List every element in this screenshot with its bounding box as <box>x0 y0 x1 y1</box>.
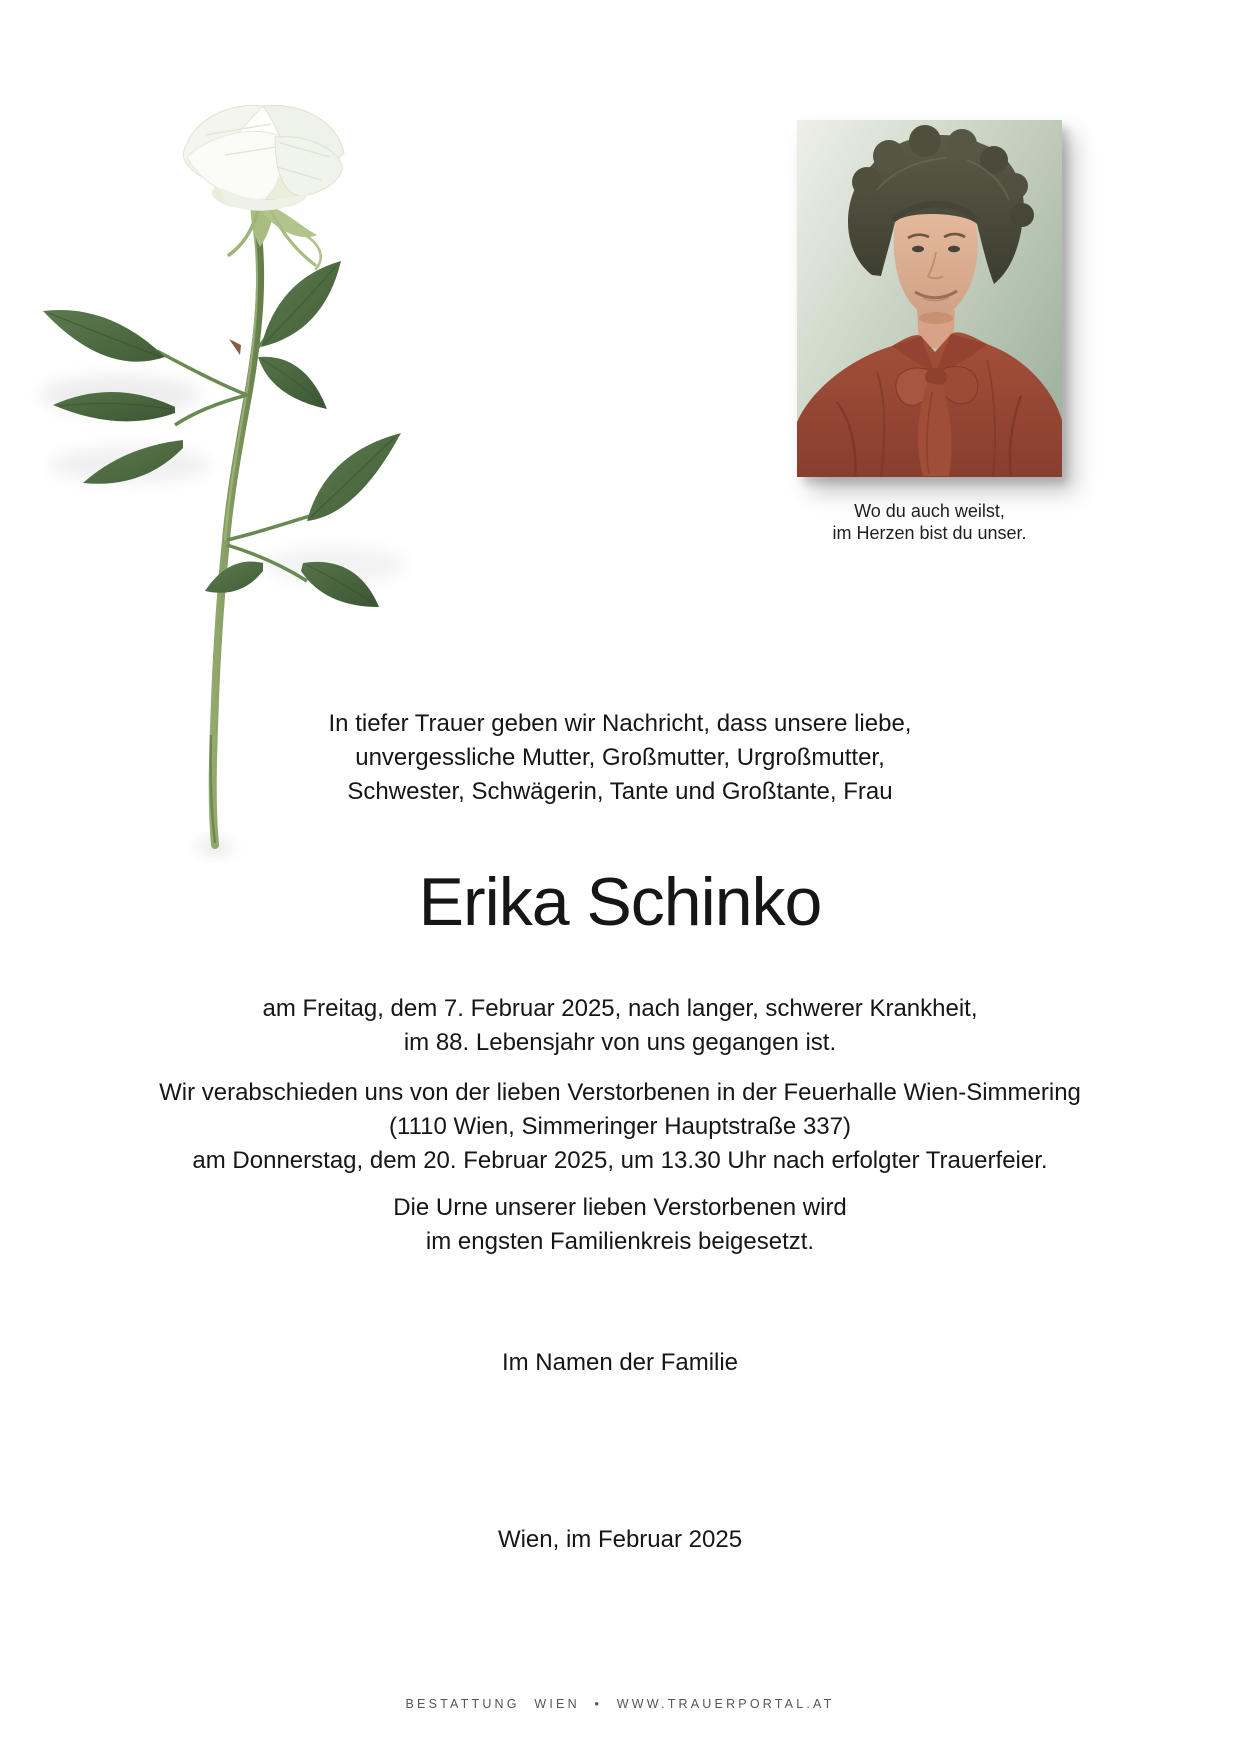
intro-line3: Schwester, Schwägerin, Tante und Großtante, Frau <box>347 778 893 805</box>
farewell-line1: Wir verabschieden uns von der lieben Verstorbenen in der Feuerhalle Wien-Simmering <box>159 1079 1081 1106</box>
farewell-line2: (1110 Wien, Simmeringer Hauptstraße 337) <box>389 1113 851 1140</box>
death-info-line1: am Freitag, dem 7. Februar 2025, nach langer, schwerer Krankheit, <box>262 995 978 1022</box>
photo-caption <box>777 500 1082 544</box>
portrait-illustration <box>797 120 1062 477</box>
portrait-photo <box>797 120 1062 477</box>
intro-line1: In tiefer Trauer geben wir Nachricht, dass unsere liebe, <box>328 710 912 737</box>
deceased-name: Erika Schinko <box>418 864 822 940</box>
intro-line2: unvergessliche Mutter, Großmutter, Urgroßmutter, <box>355 744 885 771</box>
urn-info <box>0 1191 1240 1259</box>
urn-line2: im engsten Familienkreis beigesetzt. <box>425 1228 815 1255</box>
farewell-line3: am Donnerstag, dem 20. Februar 2025, um 13.30 Uhr nach erfolgter Trauerfeier. <box>192 1147 1048 1174</box>
death-info <box>0 992 1240 1060</box>
family-signature: Im Namen der Familie <box>501 1349 739 1376</box>
place-date: Wien, im Februar 2025 <box>497 1526 743 1553</box>
photo-caption-line2: im Herzen bist du unser. <box>832 523 1027 543</box>
footer-text: BESTATTUNG WIEN • WWW.TRAUERPORTAL.AT <box>405 1697 835 1711</box>
farewell-info <box>0 1076 1240 1178</box>
intro-text <box>0 707 1240 809</box>
urn-line1: Die Urne unserer lieben Verstorbenen wird <box>393 1194 847 1221</box>
death-info-line2: im 88. Lebensjahr von uns gegangen ist. <box>403 1029 837 1056</box>
photo-caption-line1: Wo du auch weilst, <box>854 501 1005 521</box>
